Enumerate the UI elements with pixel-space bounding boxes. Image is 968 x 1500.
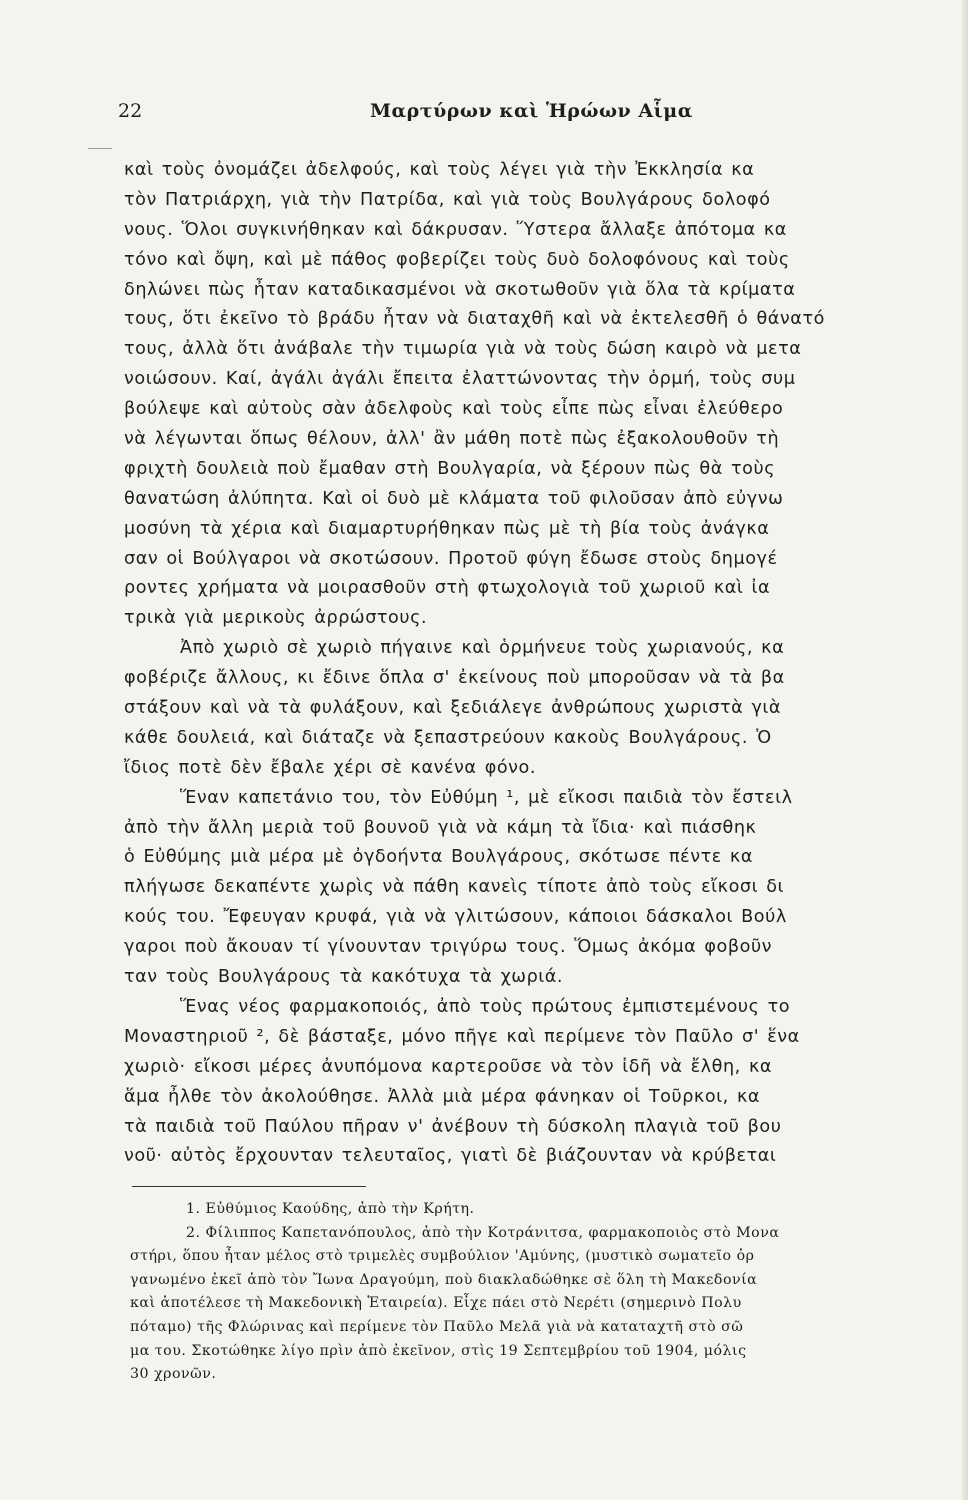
footnote-line: 2. Φίλιππος Καπετανόπουλος, ἀπὸ τὴν Κοτράνιτσα, φαρμακοποιὸς στὸ Μονα — [186, 1224, 780, 1241]
text-line: τους, ὅτι ἐκεῖνο τὸ βράδυ ἦταν νὰ διαταχθῆ καὶ νὰ ἐκτελεσθῆ ὁ θάνατό — [124, 309, 825, 330]
text-line: καὶ τοὺς ὀνομάζει ἀδελφούς, καὶ τοὺς λέγει γιὰ τὴν Ἐκκλησία κα — [124, 160, 755, 180]
text-line: νοιώσουν. Καί, ἀγάλι ἀγάλι ἔπειτα ἐλαττώνοντας τὴν ὁρμή, τοὺς συμ — [124, 369, 796, 390]
paragraph-start-line: Ἕνας νέος φαρμακοποιός, ἀπὸ τοὺς πρώτους ἐμπιστεμένους το — [180, 996, 791, 1017]
page-edge-shadow — [962, 0, 968, 1500]
footnote-line: πόταμο) τῆς Φλώρινας καὶ περίμενε τὸν Παῦλο Μελᾶ γιὰ νὰ καταταχτῆ στὸ σῶ — [130, 1318, 744, 1335]
text-line: τρικὰ γιὰ μερικοὺς ἀρρώστους. — [124, 608, 428, 629]
text-line: κάθε δουλειά, καὶ διάταζε νὰ ξεπαστρεύουν κακοὺς Βουλγάρους. Ὁ — [124, 727, 772, 748]
text-line: ἅμα ἦλθε τὸν ἀκολούθησε. Ἀλλὰ μιὰ μέρα φάνηκαν οἱ Τοῦρκοι, κα — [124, 1086, 761, 1107]
text-line: φοβέριζε ἄλλους, κι ἔδινε ὅπλα σ' ἐκείνους ποὺ μποροῦσαν νὰ τὰ βα — [124, 668, 785, 689]
text-line: μοσύνη τὰ χέρια καὶ διαμαρτυρήθηκαν πὼς μὲ τὴ βία τοὺς ἀνάγκα — [124, 518, 770, 539]
footnote-line: 30 χρονῶν. — [130, 1366, 217, 1383]
text-line: ροντες χρήματα νὰ μοιρασθοῦν στὴ φτωχολογιὰ τοῦ χωριοῦ καὶ ἰα — [124, 578, 771, 599]
text-line: νους. Ὅλοι συγκινήθηκαν καὶ δάκρυσαν. Ὕστερα ἄλλαξε ἀπότομα κα — [124, 219, 787, 240]
footnotes — [130, 1198, 968, 1387]
text-line: ἀπὸ τὴν ἄλλη μεριὰ τοῦ βουνοῦ γιὰ νὰ κάμη τὰ ἴδια· καὶ πιάσθηκ — [124, 817, 757, 838]
body-text — [124, 156, 968, 1172]
text-line: τὸν Πατριάρχη, γιὰ τὴν Πατρίδα, καὶ γιὰ τοὺς Βουλγάρους δολοφό — [124, 189, 771, 210]
text-line: σαν οἱ Βούλγαροι νὰ σκοτώσουν. Προτοῦ φύγη ἔδωσε στοὺς δημογέ — [124, 548, 778, 569]
footnote-line: 1. Εὐθύμιος Καούδης, ἀπὸ τὴν Κρήτη. — [186, 1201, 475, 1217]
page-number: 22 — [118, 100, 143, 122]
paragraph-start-line: Ἀπὸ χωριὸ σὲ χωριὸ πήγαινε καὶ ὁρμήνευε τοὺς χωριανούς, κα — [180, 638, 785, 659]
footnote-line: καὶ ἀποτέλεσε τὴ Μακεδονικὴ Ἑταιρεία). Εἶχε πάει στὸ Νερέτι (σημερινὸ Πολυ — [130, 1295, 742, 1312]
footnote-line: γανωμένο ἐκεῖ ἀπὸ τὸν Ἴωνα Δραγούμη, ποὺ διακλαδώθηκε σὲ ὅλη τὴ Μακεδονία — [130, 1271, 758, 1288]
text-line: τὰ παιδιὰ τοῦ Παύλου πῆραν ν' ἀνέβουν τὴ δύσκολη πλαγιὰ τοῦ βου — [124, 1116, 782, 1137]
text-line: ταν τοὺς Βουλγάρους τὰ κακότυχα τὰ χωριά. — [124, 967, 564, 988]
text-line: βούλεψε καὶ αὐτοὺς σὰν ἀδελφοὺς καὶ τοὺς εἶπε πὼς εἶναι ἐλεύθερο — [124, 399, 784, 420]
text-line: στάξουν καὶ νὰ τὰ φυλάξουν, καὶ ξεδιάλεγε ἀνθρώπους χωριστὰ γιὰ — [124, 698, 782, 719]
text-line: ἴδιος ποτὲ δὲν ἔβαλε χέρι σὲ κανένα φόνο. — [124, 757, 537, 778]
paragraph-start-line: Ἕναν καπετάνιο του, τὸν Εὐθύμη ¹, μὲ εἴκοσι παιδιὰ τὸν ἔστειλ — [180, 787, 793, 808]
footnote-separator — [132, 1186, 366, 1187]
text-line: χωριὸ· εἴκοσι μέρες ἀνυπόμονα καρτεροῦσε νὰ τὸν ἰδῆ νὰ ἔλθη, κα — [124, 1056, 773, 1077]
text-line: ὁ Εὐθύμης μιὰ μέρα μὲ ὀγδοήντα Βουλγάρους, σκότωσε πέντε κα — [124, 847, 753, 868]
footnote-line: μα του. Σκοτώθηκε λίγο πρὶν ἀπὸ ἐκεῖνον, στὶς 19 Σεπτεμβρίου τοῦ 1904, μόλις — [130, 1342, 747, 1359]
text-line: φριχτὴ δουλειὰ ποὺ ἔμαθαν στὴ Βουλγαρία, νὰ ξέρουν πὼς θὰ τοὺς — [124, 458, 776, 479]
text-line: τόνο καὶ ὄψη, καὶ μὲ πάθος φοβερίζει τοὺς δυὸ δολοφόνους καὶ τοὺς — [124, 249, 790, 270]
page-header — [118, 100, 968, 132]
text-line: κούς του. Ἔφευγαν κρυφά, γιὰ νὰ γλιτώσουν, κάποιοι δάσκαλοι Βούλ — [124, 907, 787, 928]
footnote-line: στήρι, ὅπου ἦταν μέλος στὸ τριμελὲς συμβούλιον 'Αμύνης, (μυστικὸ σωματεῖο ὀρ — [130, 1248, 755, 1265]
text-line: Μοναστηριοῦ ², δὲ βάσταξε, μόνο πῆγε καὶ περίμενε τὸν Παῦλο σ' ἕνα — [124, 1026, 800, 1047]
text-line: νοῦ· αὐτὸς ἔρχουνταν τελευταῖος, γιατὶ δὲ βιάζουνταν νὰ κρύβεται — [124, 1146, 777, 1167]
text-line: δηλώνει πὼς ἦταν καταδικασμένοι νὰ σκοτωθοῦν γιὰ ὅλα τὰ κρίματα — [124, 279, 796, 300]
header-mark — [88, 148, 112, 149]
running-title: Μαρτύρων καὶ Ἡρώων Αἷμα — [370, 100, 693, 122]
text-line: πλήγωσε δεκαπέντε χωρὶς νὰ πάθη κανεὶς τίποτε ἀπὸ τοὺς εἴκοσι δι — [124, 877, 785, 898]
text-line: θανατώση ἀλύπητα. Καὶ οἱ δυὸ μὲ κλάματα τοῦ φιλοῦσαν ἀπὸ εὐγνω — [124, 488, 784, 509]
text-line: νὰ λέγωνται ὅπως θέλουν, ἀλλ' ἂν μάθη ποτὲ πὼς ἐξακολουθοῦν τὴ — [124, 429, 780, 450]
text-line: τους, ἀλλὰ ὅτι ἀνάβαλε τὴν τιμωρία γιὰ νὰ τοὺς δώση καιρὸ νὰ μετα — [124, 339, 802, 360]
text-line: γαροι ποὺ ἄκουαν τί γίνουνταν τριγύρω τους. Ὅμως ἀκόμα φοβοῦν — [124, 937, 773, 958]
